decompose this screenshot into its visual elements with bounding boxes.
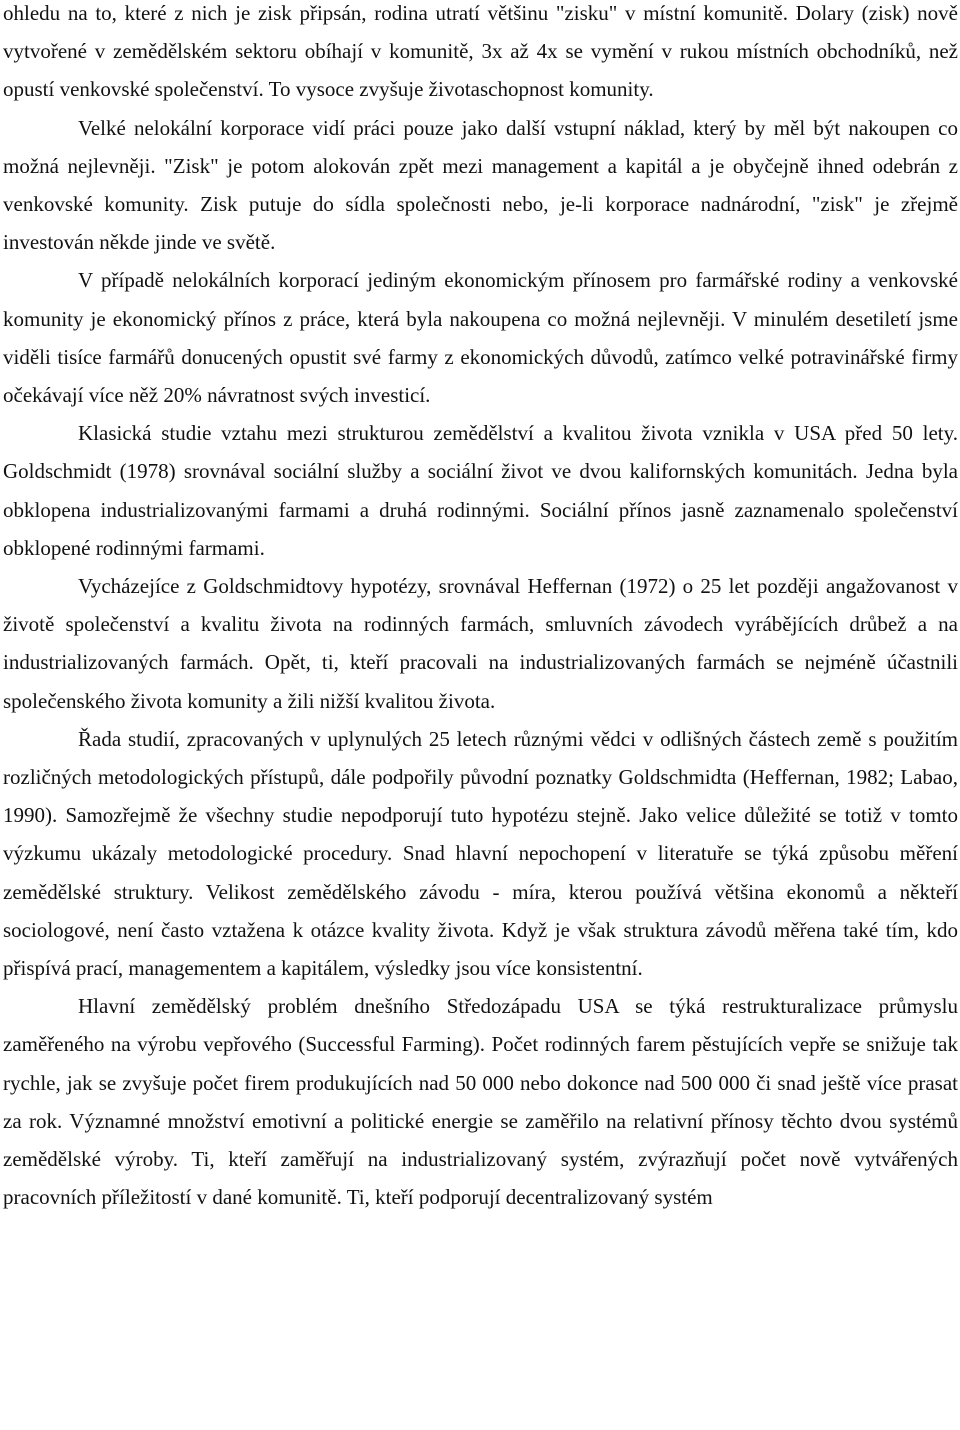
document-page xyxy=(3,0,958,1217)
paragraph-4: Klasická studie vztahu mezi strukturou zemědělství a kvalitou života vznikla v USA před 50 lety. Goldschmidt (1978) srovnával sociální služby a sociální život ve dvou kalifornských komunitách. Jedna byla obklopena industrializovanými farmami a druhá rodinnými. Sociální přínos jasně zaznamenalo společenství obklopené rodinnými farmami. xyxy=(3,421,958,560)
paragraph-6: Řada studií, zpracovaných v uplynulých 25 letech různými vědci v odlišných částech země s použitím rozličných metodologických přístupů, dále podpořily původní poznatky Goldschmidta (Heffernan, 1982; Labao, 1990). Samozřejmě že všechny studie nepodporují tuto hypotézu stejně. Jako velice důležité se totiž v tomto výzkumu ukázaly metodologické procedury. Snad hlavní nepochopení v literatuře se týká způsobu měření zemědělské struktury. Velikost zemědělského závodu - míra, kterou používá většina ekonomů a někteří sociologové, není často vztažena k otázce kvality života. Když je však struktura závodů měřena také tím, kdo přispívá prací, managementem a kapitálem, výsledky jsou více konsistentní. xyxy=(3,726,958,981)
paragraph-7: Hlavní zemědělský problém dnešního Středozápadu USA se týká restrukturalizace průmyslu zaměřeného na výrobu vepřového (Successful Farming). Počet rodinných farem pěstujících vepře se snižuje tak rychle, jak se zvyšuje počet firem produkujících nad 50 000 nebo dokonce nad 500 000 či snad ještě více prasat za rok. Významné množství emotivní a politické energie se zaměřilo na relativní přínosy těchto dvou systémů zemědělské výroby. Ti, kteří zaměřují na industrializovaný systém, zvýrazňují počet nově vytvářených pracovních příležitostí v dané komunitě. Ti, kteří podporují decentralizovaný systém xyxy=(3,994,958,1210)
paragraph-1: ohledu na to, které z nich je zisk připsán, rodina utratí většinu "zisku" v místní komunitě. Dolary (zisk) nově vytvořené v zemědělském sektoru obíhají v komunitě, 3x až 4x se vymění v rukou místních obchodníků, než opustí venkovské společenství. To vysoce zvyšuje životaschopnost komunity. xyxy=(3,1,958,102)
paragraph-3: V případě nelokálních korporací jediným ekonomickým přínosem pro farmářské rodiny a venkovské komunity je ekonomický přínos z práce, která byla nakoupena co možná nejlevněji. V minulém desetiletí jsme viděli tisíce farmářů donucených opustit své farmy z ekonomických důvodů, zatímco velké potravinářské firmy očekávají více něž 20% návratnost svých investicí. xyxy=(3,268,958,408)
paragraph-5: Vycházejíce z Goldschmidtovy hypotézy, srovnával Heffernan (1972) o 25 let později angažovanost v životě společenství a kvalitu života na rodinných farmách, smluvních závodech vyrábějících drůbež a na industrializovaných farmách. Opět, ti, kteří pracovali na industrializovaných farmách se nejméně účastnili společenského života komunity a žili nižší kvalitou života. xyxy=(3,574,958,713)
paragraph-2: Velké nelokální korporace vidí práci pouze jako další vstupní náklad, který by měl být nakoupen co možná nejlevněji. "Zisk" je potom alokován zpět mezi management a kapitál a je obyčejně ihned odebrán z venkovské komunity. Zisk putuje do sídla společnosti nebo, je-li korporace nadnárodní, "zisk" je zřejmě investován někde jinde ve světě. xyxy=(3,115,958,255)
